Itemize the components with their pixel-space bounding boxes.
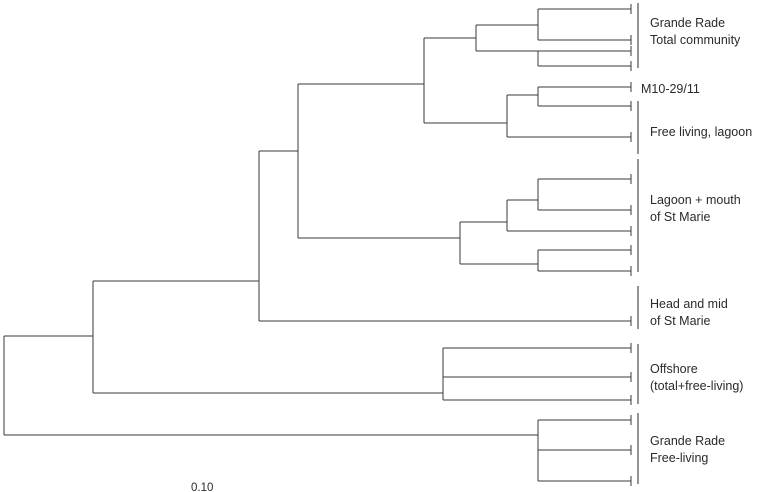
group-label-lagoon-mouth-1: Lagoon + mouth (650, 193, 741, 207)
group-label-offshore-2: (total+free-living) (650, 379, 744, 393)
group-label-grande-rade-total-2: Total community (650, 33, 741, 47)
group-label-lagoon-mouth-2: of St Marie (650, 210, 711, 224)
group-label-grande-rade-free-2: Free-living (650, 451, 709, 465)
group-label-head-mid-1: Head and mid (650, 297, 728, 311)
group-label-head-mid-2: of St Marie (650, 314, 711, 328)
group-label-free-living-lagoon: Free living, lagoon (650, 125, 753, 139)
dendrogram-branches (4, 4, 631, 486)
scale-bar-label: 0.10 (191, 482, 214, 492)
group-label-offshore-1: Offshore (650, 362, 698, 376)
group-label-grande-rade-free-1: Grande Rade (650, 434, 726, 448)
group-label-m10: M10-29/11 (641, 82, 700, 96)
group-label-grande-rade-total-1: Grande Rade (650, 16, 726, 30)
